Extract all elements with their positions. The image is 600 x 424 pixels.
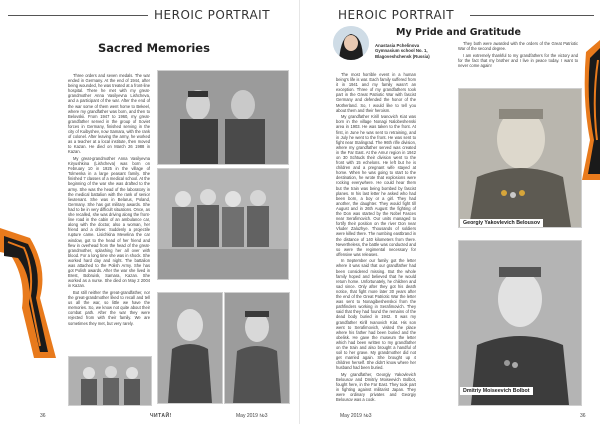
photo-caption: Georgiy Yakovlevich Belousov (460, 219, 543, 227)
section-title: HEROIC PORTRAIT (154, 8, 271, 22)
paragraph: But still neither the great-grandfather, nor the great-grandmother liked to recall and tell us all the war, so little we have the memories. So, we know not quite about their combat path. After the war they were rejected from with their family. We are sometimes they met, but very rarely. (68, 289, 150, 326)
photo-caption: Dmitriy Moiseevich Bolbot (460, 387, 533, 395)
page-title: Sacred Memories (98, 41, 210, 55)
magazine-logo: ЧИТАЙ! (150, 413, 172, 419)
photo-small-group (68, 356, 152, 406)
author-school: Gymnasium school No. 1, (375, 48, 428, 54)
paragraph: They both were awarded with the orders of the Great Patriotic War of the second degree. (458, 41, 578, 52)
right-header (308, 8, 592, 22)
author-name: Anastasia Pchelinova (375, 43, 420, 48)
paragraph: My grandfather Kirill Ivanovich Kiat was born in the village Nonagi Nalobeshenski area in 1903. He was taken to the front. At first, in June he was sent to retraining, and in July he went to the front. He was sent to fight near Stalingrad. The 96th rifle division, where my grandfather served was created in the Far East. At the Amur region in 1942 on 30 Schtuds their division went to the front with 15 echelons. He left but he is children and a pregnant wife stayed at home. When he was going to start to the destination, he wrote that explosions were rocking everywhere. He could hear them but the train was being bombed by fascist planes. In his last letter he asked who had been born, a boy or a girl. They had another, the daughter. They would fight till August and in 26th August the fighting of the Don was started by the Nobel Fasces near Serafimovich. Our units managed to fortify their position on the river Don near Vluder Zaluzhye. Thousands of soldiers were killed there. The numbing eastbrand in the distance of 140 kilometers from there. Nevertheless, the battle was conducted and so were the regimental necessary for offensive was releases. (336, 114, 416, 257)
paragraph: The most horrible event in a human being's life is war. Each family suffered from it in 1941 and my family wasn't an exception. Three of my grandfathers took part in the Great Patriotic War with fascist Germany and defended the honor of the Motherland. So, I would like to tell you about them and their heroism. (336, 72, 416, 113)
left-magazine-issue: May 2019 №3 (236, 413, 268, 419)
author-city: Blagoveshchensk (Russia) (375, 53, 430, 59)
right-article-column (336, 72, 416, 402)
paragraph: In September our family got the letter where it was said that our grandfather had been considered missing. But the whole family hoped and believed that he would return home. Unfortunately, he children and sad since. Only after they got his death notice, that fight more later 30 years after the end of the Great Patriotic War the letter was sent to Nonagibeshenskoi from the pathfinders working in Serafimovich. They said that they had found the remains of the dead body buried in 1942. It was my grandfather Kirill Ivanovich Kiat. His son went to Serafimovich, visited the place where his father had been buried and the obelisk. He gave the museum the letter which had been written to my grandfather on the train and also brought a handful of soil to her grave. My grandmother did not get married again. She brought up 4 children herself. She didn't know where her husband had been buried. (336, 258, 416, 371)
left-header (8, 8, 292, 22)
right-magazine-issue: May 2019 №3 (340, 413, 372, 419)
paragraph: Three orders and seven medals. The war ended in Germany. At the end of 1944, after being wounded, he was treated at a front-line hospital. There he met with my great-grandmother Anna Vasilyevna Lishcheva, and a participant of the war. After the end of the war some of them went home to Bekeel, where my grandfather was born, and then to Belovskii. From 1947 to 1960, my great-grandfather served in the group of Soviet forces in Germany, finished serving in the city of Kuibyshev, now Samara, with the rank of colonel. After leaving the army, he worked as a teacher at a local institute, then moved to Kazan. He died on March 26 1988 in Kazan. (68, 73, 150, 155)
paragraph: My great-grandmother Anna Vasilyevna Kiryushkina (Lishcheva) was born on February 10 in 1925 in the village of Tolmenka in a large peasant family. She finished 7 classes of a medical school. At the beginning of the war she was drafted to the army. She was the head of the laboratory in the medical battalion with the rank of senior lieutenant. She was in Belarus, Poland, Germany. She has got military awards. She had to be in very difficult situations. Once, as she recalled, she was driving along the front-line road in the cabin of an ambulance car, along with the doctor, also a woman, her friend and a driver. Suddenly a projectile rupture came. Lisichkina Mevelina the car window, got to the head of her friend and flew in overhead from the head of the great-grandmother, splashing her all over with blood. For a long time she was in shock. She worked hard day and night. The battalion was attached to the Polish Army. She has got Polish awards. After the war she lived in Brest, Bobruisk, Samara, Kazan. She worked as a nurse. She died on May 2 2004 in Kazan. (68, 156, 150, 289)
section-title: HEROIC PORTRAIT (338, 8, 455, 22)
paragraph: I am extremely thankful to my grandfathers for the victory and for the fact that my brother and I live in peace today. I want to never come again! (458, 52, 578, 68)
photo-soldier (224, 292, 290, 404)
header-rule (8, 15, 148, 16)
paragraph: My grandfather, Georgiy Yakovlevich Belousov and Dmitriy Moiseevich Bolbot, fought here, in the Far East. They took part in fighting against militarist Japan. They were ordinary privates and Georgiy Belousov was a cook. (336, 371, 416, 402)
left-article-column (68, 73, 150, 353)
photo-belousov (458, 88, 582, 228)
right-page (300, 0, 600, 424)
author-byline (375, 43, 430, 59)
right-top-column (458, 41, 578, 86)
page-title: My Pride and Gratitude (396, 27, 521, 38)
right-page-number: 36 (580, 413, 586, 419)
photo-group (157, 168, 289, 280)
author-photo (333, 26, 369, 60)
photo-bolbot (458, 240, 582, 406)
header-rule (470, 15, 594, 16)
photo-woman (157, 292, 223, 404)
st-george-ribbon (0, 228, 56, 358)
st-george-ribbon (582, 40, 600, 180)
left-page-number: 36 (40, 413, 46, 419)
photo-couple (157, 70, 289, 165)
